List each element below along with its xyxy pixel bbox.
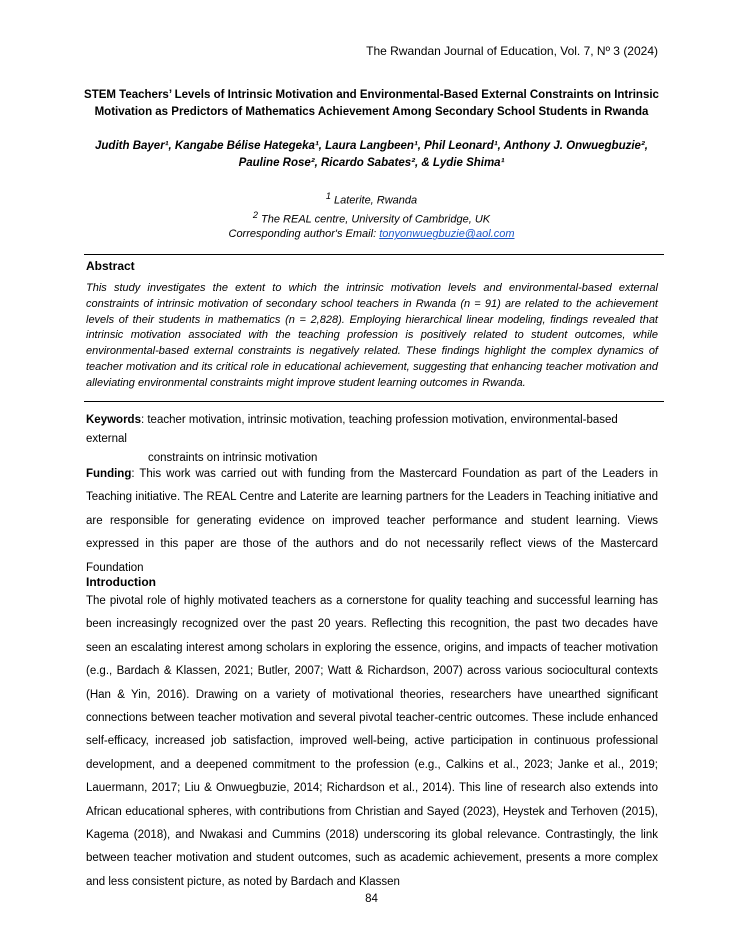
- affiliation-1-text: Laterite, Rwanda: [330, 194, 418, 207]
- corresponding-label: Corresponding author's Email:: [228, 228, 380, 241]
- journal-header: The Rwandan Journal of Education, Vol. 7, Nº 3 (2024): [366, 44, 658, 58]
- affiliation-2: [84, 208, 659, 227]
- funding-label: Funding: [86, 468, 132, 480]
- keywords-line-1: : teacher motivation, intrinsic motivation, teaching profession motivation, environmental-based external: [86, 414, 618, 445]
- affiliation-1: [84, 189, 659, 208]
- keywords: [86, 411, 658, 468]
- author-list: [84, 138, 659, 172]
- affiliations: [84, 189, 659, 242]
- abstract-bottom-rule: [84, 401, 664, 402]
- funding-paragraph: [86, 463, 658, 580]
- page-number: 84: [365, 893, 378, 905]
- keywords-line-2: constraints on intrinsic motivation: [148, 452, 318, 464]
- author-line-2: Pauline Rose², Ricardo Sabates², & Lydie Shima¹: [238, 157, 505, 169]
- affiliation-2-text: The REAL centre, University of Cambridge, UK: [257, 213, 491, 226]
- corresponding-email-link[interactable]: tonyonwuegbuzie@aol.com: [379, 228, 515, 241]
- abstract-text: This study investigates the extent to which the intrinsic motivation levels and environmental-based external constraints of intrinsic motivation of secondary school teachers in Rwanda (n = 91) are related to the achievement levels of their students in mathematics (n = 2,828). Employing hierarchical linear modeling, findings revealed that intrinsic motivation associated with the teaching profession is positively related to student outcomes, while environmental-based external constraints is negatively related. These findings highlight the complex dynamics of teacher motivation and its critical role in educational achievement, suggesting that enhancing teacher motivation and alleviating environmental constraints might improve student learning outcomes in Rwanda.: [86, 282, 658, 389]
- abstract-heading: Abstract: [86, 259, 135, 273]
- abstract-top-rule: [84, 254, 664, 255]
- author-line-1: Judith Bayer¹, Kangabe Bélise Hategeka¹, Laura Langbeen¹, Phil Leonard¹, Anthony J. Onwuegbuzie²,: [95, 140, 648, 152]
- corresponding-author: [84, 227, 659, 242]
- introduction-text: The pivotal role of highly motivated teachers as a cornerstone for quality teaching and successful learning has been increasingly recognized over the past 20 years. Reflecting this recognition, the past two decades have seen an escalating interest among scholars in exploring the essence, origins, and impacts of teacher motivation (e.g., Bardach & Klassen, 2021; Butler, 2007; Watt & Richardson, 2007) across various sociocultural contexts (Han & Yin, 2016). Drawing on a variety of motivational theories, researchers have unearthed significant connections between teacher motivation and several pivotal teacher-centric outcomes. These include enhanced self-efficacy, increased job satisfaction, improved well-being, active participation in continuous professional development, and a deepened commitment to the profession (e.g., Calkins et al., 2023; Janke et al., 2019; Lauermann, 2017; Liu & Onwuegbuzie, 2014; Richardson et al., 2014). This line of research also extends into African educational spheres, with contributions from Christian and Sayed (2023), Heystek and Terhoven (2015), Kagema (2018), and Nwakasi and Cummins (2018) underscoring its global relevance. Contrastingly, the link between teacher motivation and student outcomes, such as academic achievement, presents a more complex and less consistent picture, as noted by Bardach and Klassen: [86, 595, 658, 888]
- affiliation-2-marker: 2: [252, 210, 258, 221]
- keywords-label: Keywords: [86, 414, 141, 426]
- introduction-heading: Introduction: [86, 575, 156, 589]
- funding-text: : This work was carried out with funding from the Mastercard Foundation as part of the Leaders in Teaching initiative. The REAL Centre and Laterite are learning partners for the Leaders in Teaching initiative and are responsible for generating evidence on improved teacher performance and student learning. Views expressed in this paper are those of the authors and do not necessarily reflect views of the Mastercard Foundation: [86, 468, 658, 574]
- paper-title: STEM Teachers’ Levels of Intrinsic Motivation and Environmental-Based External Constraints on Intrinsic Motivation as Predictors of Mathematics Achievement Among Secondary School Students in Rwanda: [84, 89, 659, 118]
- affiliation-1-marker: 1: [325, 191, 331, 201]
